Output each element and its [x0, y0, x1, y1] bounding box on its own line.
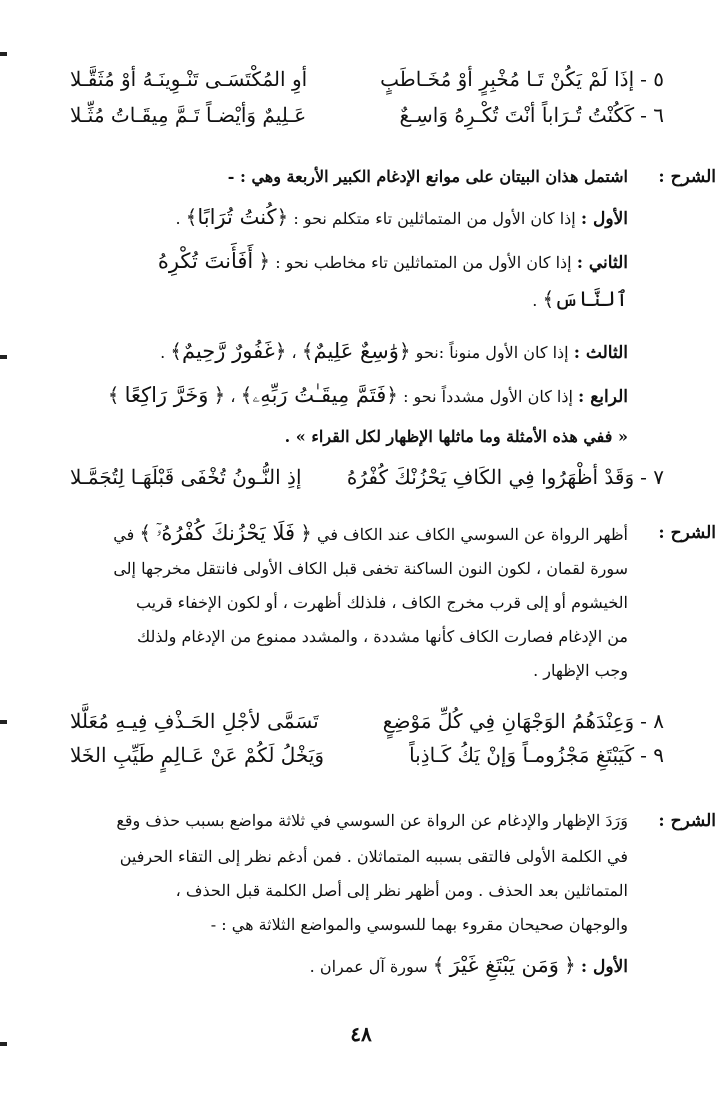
- paragraph-line: وجب الإظهار .: [533, 661, 628, 680]
- paragraph-line: الخيشوم أو إلى قرب مخرج الكاف ، فلذلك أظهرت ، أو لكون الإخفاء قريب: [135, 593, 628, 612]
- rule-first: الأول : إذا كان الأول من المتماثلين تاء متكلم نحو : ﴿كُنتُ تُرَابًا﴾ .: [175, 205, 628, 229]
- rule-fourth: الرابع : إذا كان الأول مشدداً نحو : ﴿فَتَمَّ مِيقَـٰتُ رَبِّهِۦ﴾ ، ﴿ وَخَرَّ رَاكِعًا ﴾: [107, 383, 628, 407]
- verse-first-hemistich: ٥ -إذَا لَمْ يَكُنْ تَـا مُخْبِرٍ أوْ مُخَـاطَبٍ: [380, 67, 664, 91]
- verse-line: [70, 738, 664, 772]
- paragraph-line: في الكلمة الأولى فالتقى بسببه المتماثلان . فمن أدغم نظر إلى التقاء الحرفين: [119, 847, 628, 866]
- verse-line: [70, 62, 664, 96]
- page-number: ٤٨: [350, 1022, 372, 1046]
- quran-text: وَخَرَّ رَاكِعًا: [124, 383, 209, 407]
- rule-second-cont: ٱلنَّاسَ﴾ .: [532, 287, 628, 311]
- sharh-label: الشرح :: [658, 811, 716, 831]
- verse-number: ٩ -: [640, 743, 664, 767]
- quran-text: وَٰسِعٌ عَلِيمٌ: [313, 339, 399, 363]
- verse-number: ٧ -: [640, 465, 664, 489]
- rule-first: الأول : ﴿ وَمَن يَبْتَغِ غَيْرَ ﴾ سورة آل عمران .: [309, 953, 628, 977]
- sharh-label: الشرح :: [658, 523, 716, 543]
- quran-text: ٱلنَّاسَ: [554, 287, 628, 311]
- quran-text: كُنتُ تُرَابًا: [197, 205, 277, 229]
- section-note: « ففي هذه الأمثلة وما ماثلها الإظهار لكل القراء » .: [284, 427, 628, 446]
- quran-text: فَلَا يَحْزُنكَ كُفْرُهُۥٓ: [156, 521, 296, 545]
- verse-line: [70, 460, 664, 494]
- paragraph-line: أظهر الرواة عن السوسي الكاف عند الكاف في ﴿ فَلَا يَحْزُنكَ كُفْرُهُۥٓ ﴾ في: [113, 521, 628, 545]
- verse-number: ٥ -: [640, 67, 664, 91]
- verse-first-hemistich: ٦ -كَكُنْتُ تُـرَاباً أنْتَ تُكْـرِهُ وَاسِـعٌ: [399, 103, 664, 127]
- verse-first-hemistich: ٩ -كَيَبْتَغِ مَجْزُومـاً وَإنْ يَكُ كَـاذِباً: [409, 743, 664, 767]
- verse-first-hemistich: ٧ -وَقَدْ أظْهَرُوا فِي الكَافِ يَحْزُنْكَ كُفْرُهُ: [346, 465, 664, 489]
- paragraph-line: والوجهان صحيحان مقروء بهما للسوسي والمواضع الثلاثة هي : -: [210, 915, 628, 934]
- section-intro: اشتمل هذان البيتان على موانع الإدغام الكبير الأربعة وهي : -: [227, 167, 628, 186]
- quran-text: فَتَمَّ مِيقَـٰتُ رَبِّهِۦ: [252, 383, 387, 407]
- rule-third: الثالث : إذا كان الأول منوناً :نحو ﴿وَٰسِعٌ عَلِيمٌ﴾ ، ﴿غَفُورٌ رَّحِيمٌ﴾ .: [160, 339, 628, 363]
- edge-mark: [0, 355, 7, 359]
- verse-number: ٨ -: [640, 709, 664, 733]
- verse-second-hemistich: عَـلِيمٌ وَأيْضـاً تَـمَّ مِيقَـاتُ مُثِّـلا: [70, 103, 307, 127]
- verse-second-hemistich: أوِ المُكْتَسَـى تَنْـوِينَـهُ أوْ مُثَقَّـلا: [70, 67, 308, 91]
- paragraph-line: المتماثلين بعد الحذف . ومن أظهر نظر إلى أصل الكلمة قبل الحذف ،: [175, 881, 628, 900]
- verse-second-hemistich: تَسَمَّى لأجْلِ الحَـذْفِ فِيـهِ مُعَلَّلا: [70, 709, 319, 733]
- rule-second: الثاني : إذا كان الأول من المتماثلين تاء مخاطب نحو : ﴿ أَفَأَنتَ تُكْرِهُ: [157, 249, 628, 273]
- paragraph-line: من الإدغام فصارت الكاف كأنها مشددة ، والمشدد ممنوع من الإدغام ولذلك: [137, 627, 628, 646]
- verse-line: [70, 98, 664, 132]
- verse-second-hemistich: إذِ النُّـونُ تُخْفَى قَبْلَهَـا لِتُجَمَّـلا: [70, 465, 302, 489]
- verse-first-hemistich: ٨ -وَعِنْدَهُمُ الوَجْهَانِ فِي كُلِّ مَوْضِعٍ: [382, 709, 664, 733]
- quran-text: غَفُورٌ رَّحِيمٌ: [181, 339, 275, 363]
- paragraph-line: سورة لقمان ، لكون النون الساكنة تخفى قبل الكاف الأولى فانتقل مخرجها إلى: [113, 559, 628, 578]
- quran-text: وَمَن يَبْتَغِ غَيْرَ: [449, 953, 559, 977]
- verse-second-hemistich: وَيَخْلُ لَكُمْ عَنْ عَـالِمٍ طَيِّبِ الخَلا: [70, 743, 325, 767]
- edge-mark: [0, 720, 7, 724]
- sharh-label: الشرح :: [658, 167, 716, 187]
- verse-line: [70, 704, 664, 738]
- paragraph-line: وَرَدَ الإظهار والإدغام عن الرواة عن السوسي في ثلاثة مواضع بسبب حذف وقع: [116, 811, 628, 830]
- edge-mark: [0, 52, 7, 56]
- quran-text: أَفَأَنتَ تُكْرِهُ: [157, 249, 254, 273]
- verse-number: ٦ -: [640, 103, 664, 127]
